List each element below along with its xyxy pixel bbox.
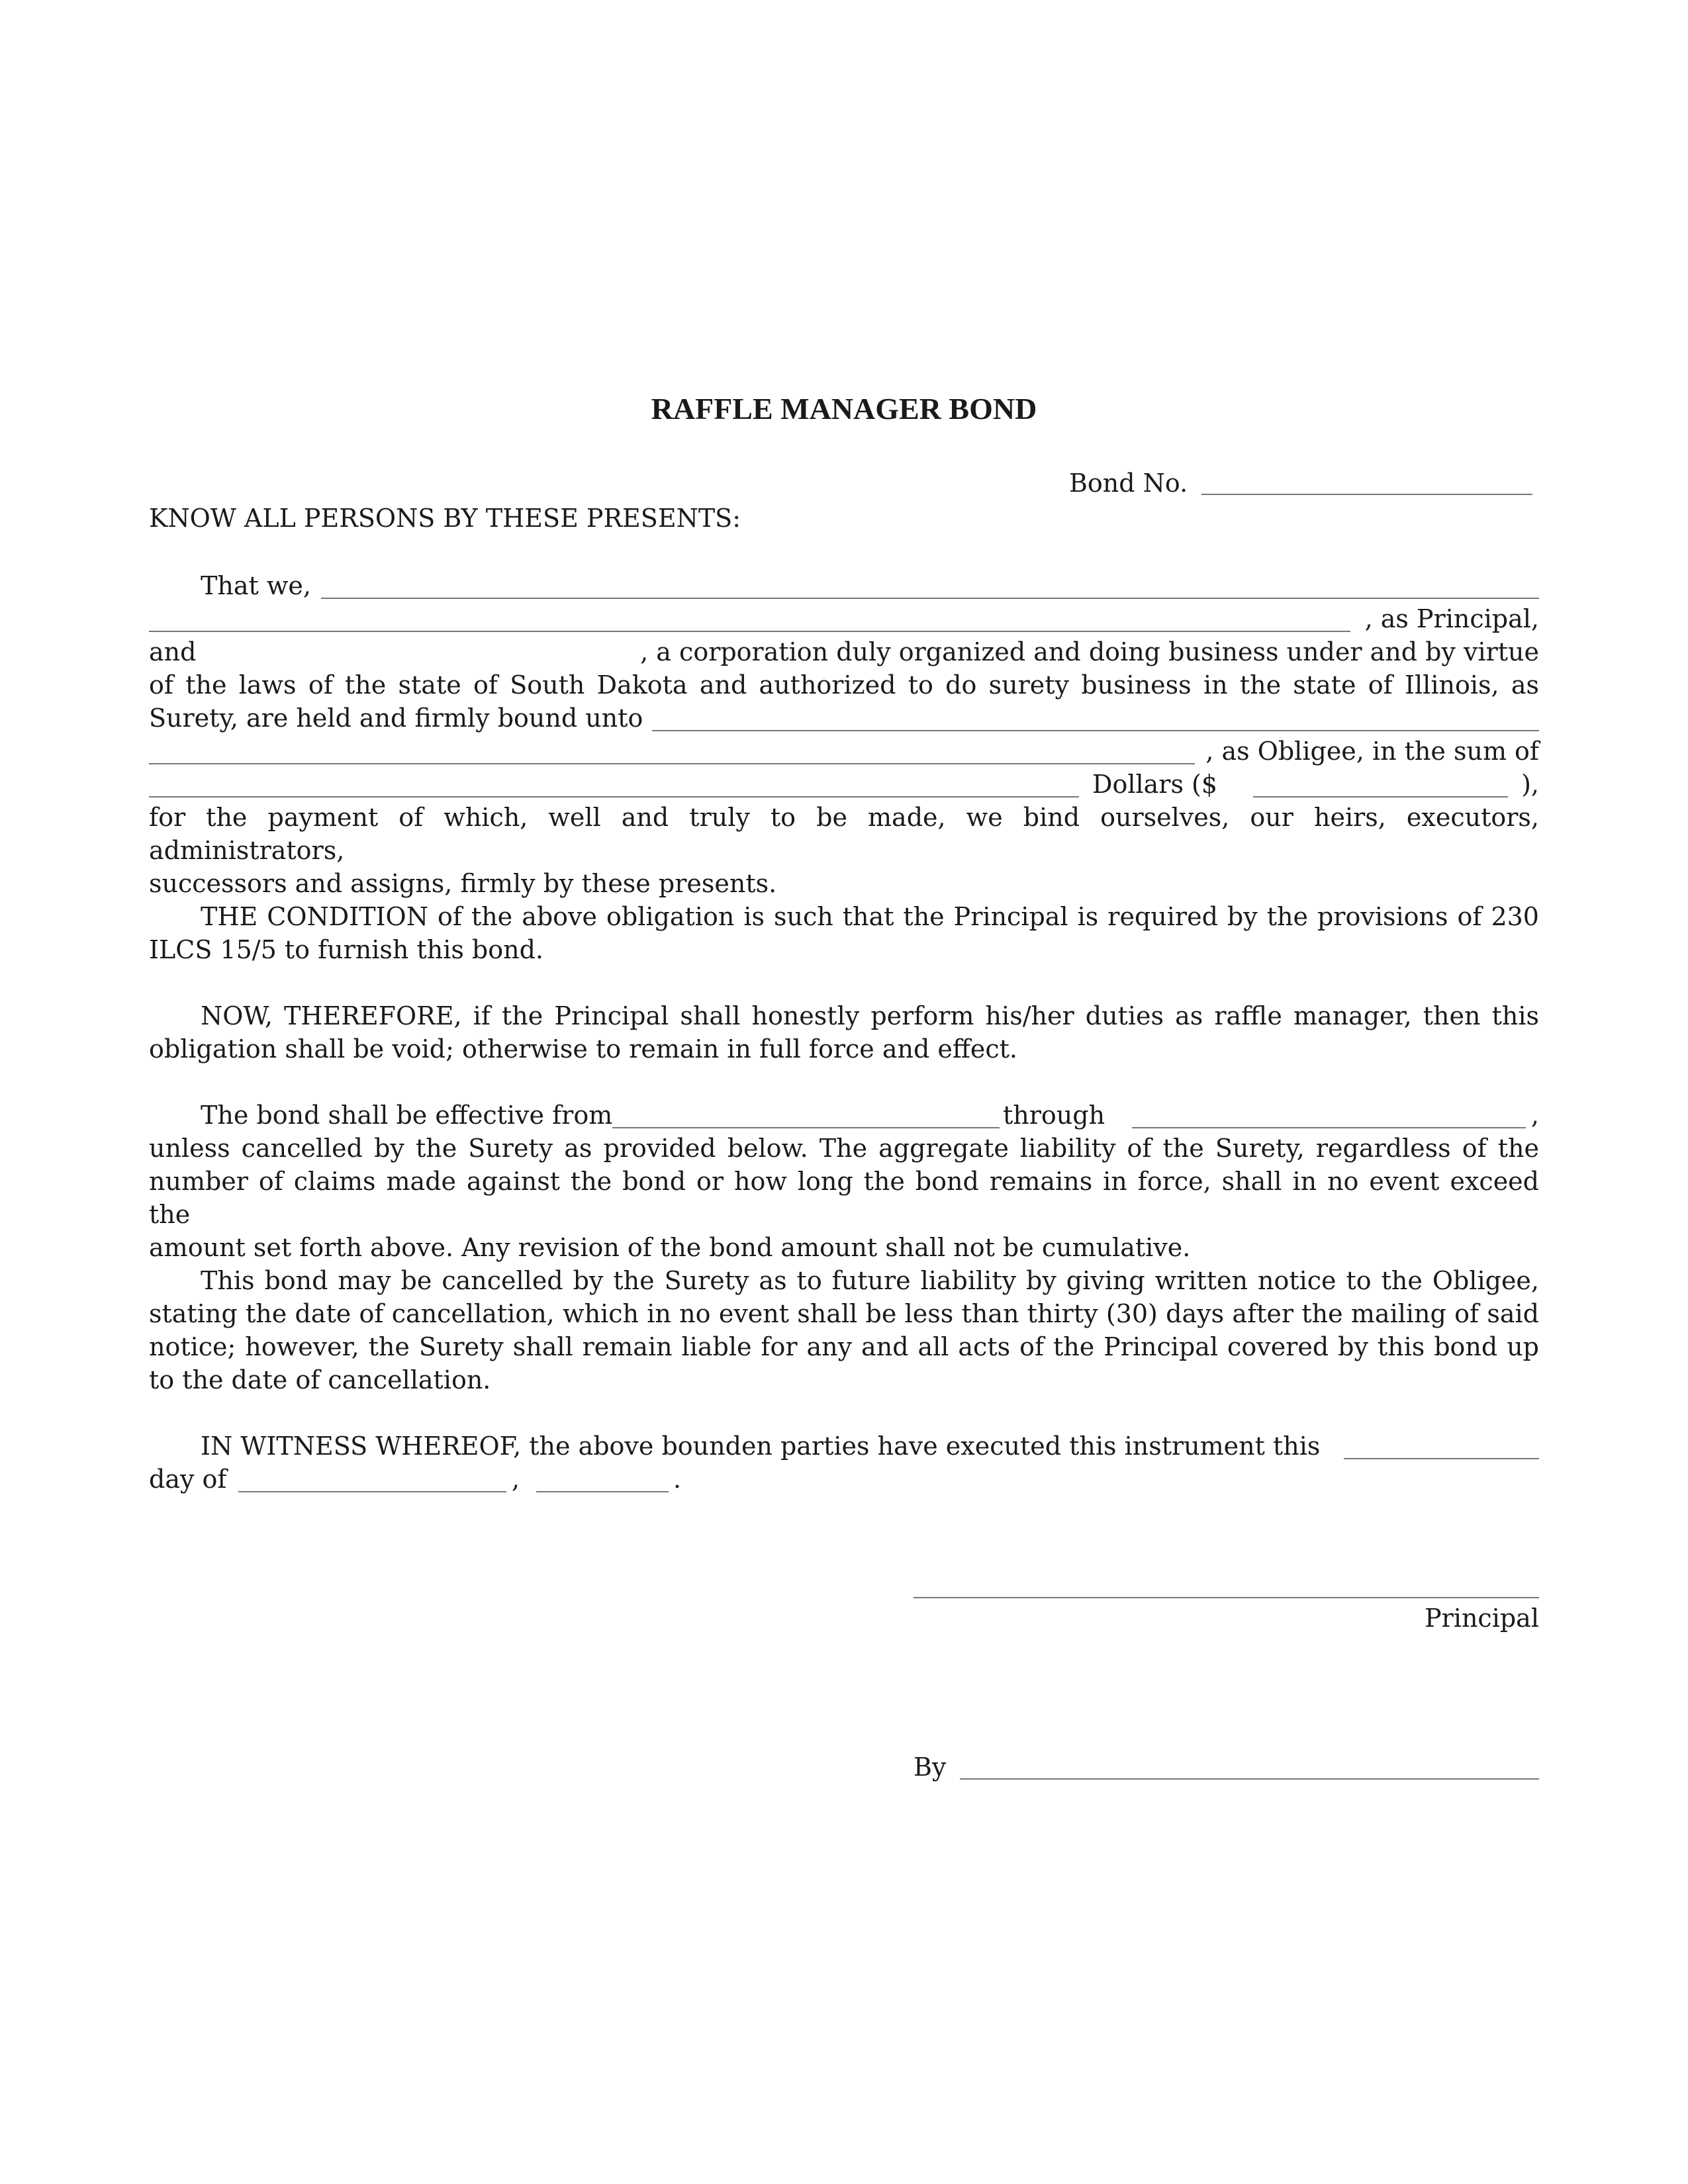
effective-from-text: The bond shall be effective from [201, 1101, 613, 1130]
effective-line-3: number of claims made against the bond or how long the bond remains in force, shall in no event exceed the [149, 1167, 1539, 1229]
successors-line: successors and assigns, firmly by these presents. [149, 869, 777, 898]
cancellation-line-4: to the date of cancellation. [149, 1365, 491, 1394]
as-principal-text: , as Principal, [1364, 604, 1539, 633]
bond-no-field[interactable] [1201, 494, 1532, 495]
witness-year-field[interactable] [536, 1491, 669, 1492]
principal-label: Principal [1425, 1604, 1539, 1633]
therefore-line-2: obligation shall be void; otherwise to remain in full force and effect. [149, 1034, 1017, 1064]
principal-name-field[interactable] [321, 598, 1539, 599]
day-of-text: day of [149, 1465, 227, 1494]
know-all-heading: KNOW ALL PERSONS BY THESE PRESENTS: [149, 504, 741, 533]
witness-month-field[interactable] [238, 1491, 506, 1492]
obligee-name-field[interactable] [652, 730, 1539, 731]
effective-through-field[interactable] [1132, 1127, 1526, 1128]
effective-line-4: amount set forth above. Any revision of the bond amount shall not be cumulative. [149, 1233, 1191, 1262]
bond-no-label: Bond No. [1069, 469, 1188, 498]
document-title: RAFFLE MANAGER BOND [651, 392, 1037, 426]
effective-comma: , [1530, 1101, 1539, 1130]
cancellation-line-2: stating the date of cancellation, which in no event shall be less than thirty (30) days after the mailing of said [149, 1299, 1539, 1328]
therefore-line-1: NOW, THEREFORE, if the Principal shall honestly perform his/her duties as raffle manager, then this [201, 1001, 1539, 1030]
surety-bound-text: Surety, are held and firmly bound unto [149, 704, 643, 733]
condition-paragraph [149, 900, 1539, 966]
cancellation-line-3: notice; however, the Surety shall remain liable for any and all acts of the Principal covered by this bond up [149, 1332, 1539, 1361]
effective-line-2: unless cancelled by the Surety as provided below. The aggregate liability of the Surety, regardless of the [149, 1134, 1539, 1163]
payment-line: for the payment of which, well and truly to be made, we bind ourselves, our heirs, executors, administrators, [149, 803, 1539, 865]
principal-paragraph [149, 569, 1539, 900]
therefore-paragraph [149, 999, 1539, 1066]
effective-paragraph [149, 1099, 1539, 1264]
cancellation-paragraph [149, 1264, 1539, 1396]
that-we-text: That we, [201, 571, 311, 600]
and-text: and [149, 637, 197, 666]
dollars-text: Dollars ($ [1092, 770, 1218, 799]
condition-line-1: THE CONDITION of the above obligation is such that the Principal is required by the provisions of 230 [201, 902, 1539, 931]
witness-period: . [673, 1465, 682, 1494]
close-paren-text: ), [1521, 770, 1539, 799]
effective-from-field[interactable] [612, 1127, 1000, 1128]
principal-signature-field[interactable] [914, 1597, 1539, 1598]
obligee-name-field-2[interactable] [149, 763, 1195, 764]
witness-text: IN WITNESS WHEREOF, the above bounden parties have executed this instrument this [201, 1432, 1321, 1461]
as-obligee-text: , as Obligee, in the sum of [1205, 737, 1539, 766]
witness-comma: , [512, 1465, 520, 1494]
principal-name-field-2[interactable] [149, 631, 1350, 632]
corporation-text: , a corporation duly organized and doing business under and by virtue [640, 637, 1539, 666]
by-signature-field[interactable] [960, 1778, 1539, 1780]
sum-words-field[interactable] [149, 796, 1079, 797]
surety-laws-line: of the laws of the state of South Dakota and authorized to do surety business in the state of Illinois, as [149, 670, 1539, 700]
sum-amount-field[interactable] [1253, 796, 1508, 797]
witness-paragraph [149, 1430, 1539, 1496]
condition-line-2: ILCS 15/5 to furnish this bond. [149, 935, 544, 964]
through-text: through [1003, 1101, 1105, 1130]
witness-day-field[interactable] [1344, 1458, 1539, 1459]
cancellation-line-1: This bond may be cancelled by the Surety as to future liability by giving written notice to the Obligee, [201, 1266, 1539, 1295]
by-label: By [914, 1752, 947, 1782]
